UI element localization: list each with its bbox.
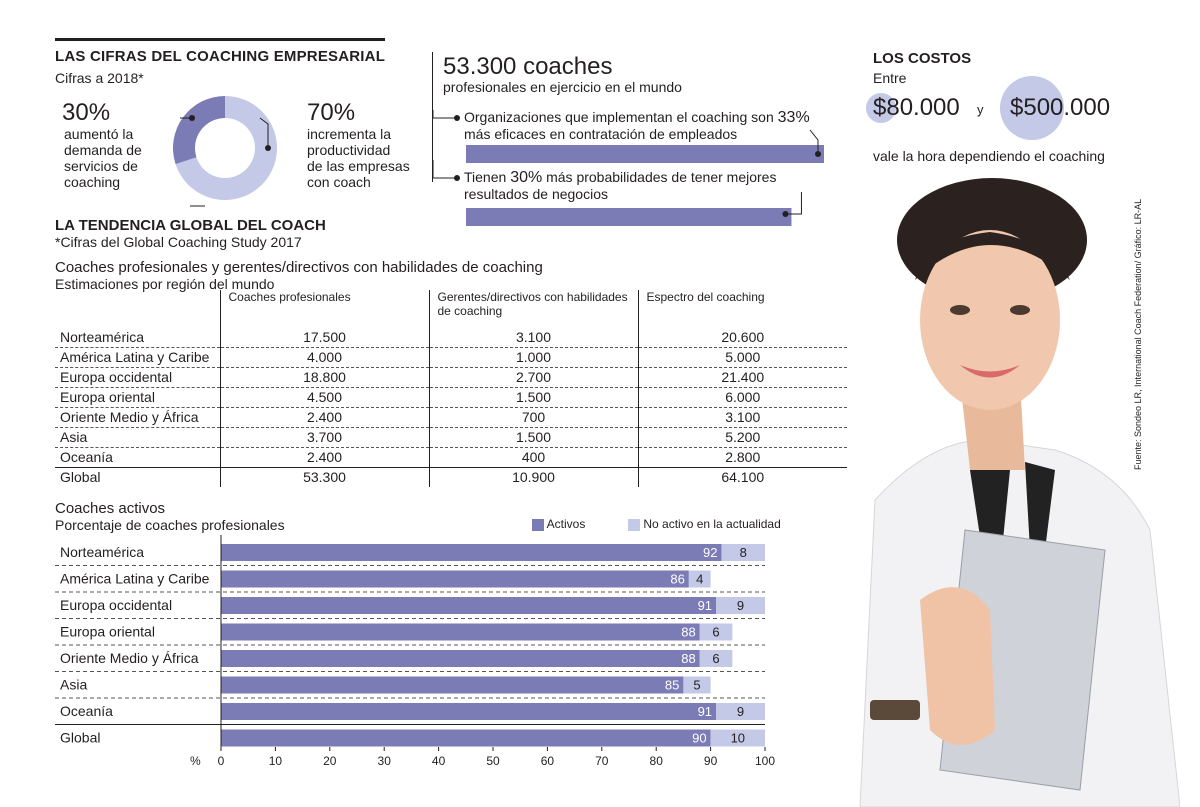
chart-title: Coaches activos: [55, 500, 166, 517]
connector-2: [433, 160, 457, 178]
costs-intro: Entre: [873, 70, 907, 86]
legend-no-activo: No activo en la actualidad: [628, 517, 781, 531]
bar-value-activos: 86: [670, 571, 685, 587]
table-row: [55, 408, 847, 428]
x-tick-label: 10: [268, 754, 283, 767]
table-cell-value: 5.200: [638, 428, 847, 448]
coaches-subline: profesionales en ejercicio en el mundo: [443, 79, 682, 95]
bar-value-no-activo: 5: [693, 677, 701, 693]
page-subtitle: Cifras a 2018*: [55, 70, 144, 86]
costs-note: vale la hora dependiendo el coaching: [873, 148, 1105, 164]
table-row: [55, 348, 847, 368]
bar-value-no-activo: 9: [736, 704, 745, 719]
table-cell-value: 17.500: [220, 328, 429, 348]
woman-illustration: [820, 170, 1180, 807]
col-spectrum: Espectro del coaching: [638, 290, 847, 328]
table-cell-region: Europa occidental: [55, 368, 220, 388]
bar-value-activos: 90: [692, 730, 707, 746]
coach-bar-33: [466, 145, 824, 163]
bar-activos: [221, 677, 683, 694]
bar-label: Oceanía: [60, 703, 113, 719]
donut-right-value: 70%: [307, 99, 356, 126]
bar-value-no-activo: 6: [712, 624, 720, 640]
coaches-item-1: Organizaciones que implementan el coaching son 33% más eficaces en contratación de empleados: [464, 109, 810, 142]
table-cell-value: 700: [429, 408, 638, 428]
x-tick-label: 50: [486, 754, 500, 767]
col-managers: Gerentes/directivos con habilidades de coaching: [429, 290, 638, 328]
table-cell-value: 4.000: [220, 348, 429, 368]
bar-activos: [221, 730, 711, 747]
table-cell-value: 4.500: [220, 388, 429, 408]
table-cell-value: 1.500: [429, 428, 638, 448]
bar-value-activos: 91: [697, 704, 713, 719]
coaches-item-2: Tienen 30% más probabilidades de tener mejores resultados de negocios: [464, 169, 777, 202]
table-cell-region: Norteamérica: [55, 328, 220, 348]
bar-label: Europa occidental: [60, 597, 173, 613]
chart-subtitle: Porcentaje de coaches profesionales: [55, 517, 285, 533]
legend-no-activo-swatch: [628, 519, 640, 531]
bar-activos: [221, 597, 716, 614]
title-rule: [55, 38, 385, 41]
bar-label: Oriente Medio y África: [60, 650, 199, 666]
x-tick-label: 30: [377, 754, 391, 767]
bar-activos: [221, 544, 721, 561]
bar-value-no-activo: 4: [696, 571, 704, 587]
table-cell-value: 18.800: [220, 368, 429, 388]
bar-value-activos: 85: [664, 677, 680, 693]
table-cell-value: 3.100: [429, 328, 638, 348]
bar-value-activos: 88: [681, 651, 696, 666]
bar-value-no-activo: 9: [736, 598, 745, 613]
hand: [920, 587, 995, 745]
bar-value-activos: 88: [681, 624, 696, 640]
bar-value-activos: 91: [697, 598, 713, 613]
x-tick-label: 20: [323, 754, 337, 767]
donut-left-value: 30%: [62, 99, 111, 126]
table-row: [55, 328, 847, 348]
table-title: Coaches profesionales y gerentes/directivos con habilidades de coaching: [55, 259, 543, 276]
costs-high: $500.000: [1010, 94, 1111, 121]
table-cell-value: 5.000: [638, 348, 847, 368]
table-row: [55, 368, 847, 388]
table-cell-region: Oriente Medio y África: [55, 408, 220, 428]
table-cell-value: 1.000: [429, 348, 638, 368]
x-tick-label: 90: [703, 754, 718, 767]
table-cell-value: 10.900: [429, 468, 638, 488]
donut-chart: [140, 88, 310, 208]
connector-2-dot: [454, 175, 460, 181]
x-tick-label: 60: [540, 754, 555, 767]
donut-right-text: incrementa la productividad de las empresas con coach: [307, 126, 410, 190]
trend-title: LA TENDENCIA GLOBAL DEL COACH: [55, 217, 326, 234]
table-row: [55, 428, 847, 448]
table-cell-value: 3.700: [220, 428, 429, 448]
page-title: LAS CIFRAS DEL COACHING EMPRESARIAL: [55, 48, 386, 65]
table-cell-value: 2.700: [429, 368, 638, 388]
bar-value-no-activo: 6: [712, 651, 720, 666]
donut-slice-30: [173, 96, 225, 164]
table-cell-value: 20.600: [638, 328, 847, 348]
costs-title: LOS COSTOS: [873, 50, 972, 67]
x-axis-unit: %: [190, 754, 201, 767]
x-tick-label: 70: [595, 754, 609, 767]
bar-label: Global: [60, 729, 101, 746]
table-cell-region: Global: [55, 468, 220, 488]
table-cell-value: 6.000: [638, 388, 847, 408]
bar-value-no-activo: 10: [730, 730, 746, 746]
legend-activos-swatch: [532, 519, 544, 531]
bar-label: América Latina y Caribe: [60, 570, 210, 587]
table-corner: [55, 290, 220, 328]
stats-table: [55, 290, 847, 487]
bar-activos: [221, 624, 700, 641]
table-cell-value: 1.500: [429, 388, 638, 408]
bar-activos: [221, 650, 700, 667]
costs-low: $80.000: [873, 94, 960, 121]
table-cell-region: Oceanía: [55, 448, 220, 468]
coaches-headline: 53.300 coaches: [443, 53, 613, 80]
x-tick-label: 40: [431, 754, 446, 767]
bar-label: Norteamérica: [60, 544, 145, 560]
bar-activos: [221, 703, 716, 720]
table-cell-value: 2.400: [220, 448, 429, 468]
table-cell-value: 2.400: [220, 408, 429, 428]
donut-right-dot: [265, 145, 271, 151]
table-cell-value: 3.100: [638, 408, 847, 428]
table-cell-region: Asia: [55, 428, 220, 448]
x-tick-label: 100: [754, 754, 776, 767]
bar-activos: [221, 571, 689, 588]
table-row: [55, 388, 847, 408]
table-cell-region: América Latina y Caribe: [55, 348, 220, 368]
table-row-global: [55, 468, 847, 488]
legend-activos: Activos: [532, 517, 585, 531]
x-tick-label: 80: [649, 754, 663, 767]
bar-label: Asia: [60, 676, 88, 693]
table-cell-value: 2.800: [638, 448, 847, 468]
costs-connector: y: [977, 102, 984, 117]
bar-value-no-activo: 8: [739, 545, 747, 560]
watch: [870, 700, 920, 720]
left-eye: [950, 305, 970, 315]
coach-bar-30: [466, 208, 791, 226]
source-note: Fuente: Sondeo LR, International Coach Federation/ Gráfico: LR-AL: [1133, 198, 1143, 470]
x-tick-label: 0: [217, 754, 225, 767]
table-subtitle: Estimaciones por región del mundo: [55, 276, 275, 292]
active-coaches-chart: [50, 535, 790, 767]
connector-1: [433, 110, 457, 118]
bar-value-activos: 92: [703, 545, 718, 560]
right-eye: [1010, 305, 1030, 315]
connector-1-dot: [454, 115, 460, 121]
table-cell-value: 53.300: [220, 468, 429, 488]
table-row: [55, 448, 847, 468]
bar-label: Europa oriental: [60, 623, 155, 640]
table-cell-value: 64.100: [638, 468, 847, 488]
col-coaches: Coaches profesionales: [220, 290, 429, 328]
donut-left-text: aumentó la demanda de servicios de coaching: [64, 126, 142, 190]
table-cell-value: 21.400: [638, 368, 847, 388]
table-cell-value: 400: [429, 448, 638, 468]
table-cell-region: Europa oriental: [55, 388, 220, 408]
trend-subtitle: *Cifras del Global Coaching Study 2017: [55, 234, 302, 250]
